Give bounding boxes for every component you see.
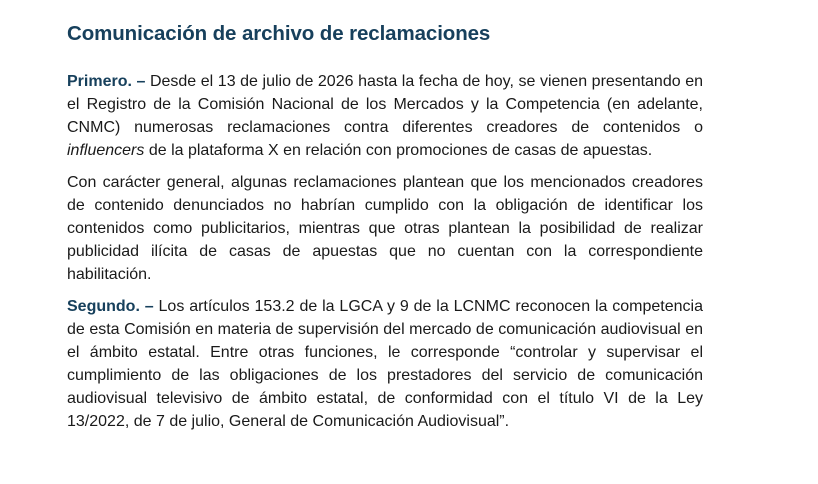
document-title: Comunicación de archivo de reclamaciones <box>67 22 491 45</box>
paragraph-text-primero-a: Desde el 13 de julio de 2026 hasta la fecha de hoy, se vienen presentando en el Registro de la Comisión Nacional de los Mercados y la Competencia (en adelante, CNMC) numerosas reclamaciones contra diferentes creadores de contenidos o <box>67 73 703 136</box>
document-body <box>67 70 703 442</box>
paragraph-lead-primero: Primero. – <box>67 73 146 90</box>
paragraph-text-general: Con carácter general, algunas reclamaciones plantean que los mencionados creadores de contenido denunciados no habrían cumplido con la obligación de identificar los contenidos como publicitarios, mientras que otras plantean la posibilidad de realizar publicidad ilícita de casas de apuestas que no cuentan con la correspondiente habilitación. <box>67 174 703 283</box>
paragraph-segundo <box>67 295 703 433</box>
document-page <box>67 0 703 484</box>
paragraph-text-segundo: Los artículos 153.2 de la LGCA y 9 de la LCNMC reconocen la competencia de esta Comisión en materia de supervisión del mercado de comunicación audiovisual en el ámbito estatal. Entre otras funciones, le corresponde “controlar y supervisar el cumplimiento de las obligaciones de los prestadores del servicio de comunicación audiovisual televisivo de ámbito estatal, de conformidad con el título VI de la Ley 13/2022, de 7 de julio, General de Comunicación Audiovisual”. <box>67 298 703 430</box>
paragraph-text-primero-b: de la plataforma X en relación con promociones de casas de apuestas. <box>144 142 653 159</box>
paragraph-primero <box>67 70 703 162</box>
paragraph-emphasis-influencers: influencers <box>67 142 145 159</box>
paragraph-general <box>67 171 703 286</box>
paragraph-lead-segundo: Segundo. – <box>67 298 154 315</box>
